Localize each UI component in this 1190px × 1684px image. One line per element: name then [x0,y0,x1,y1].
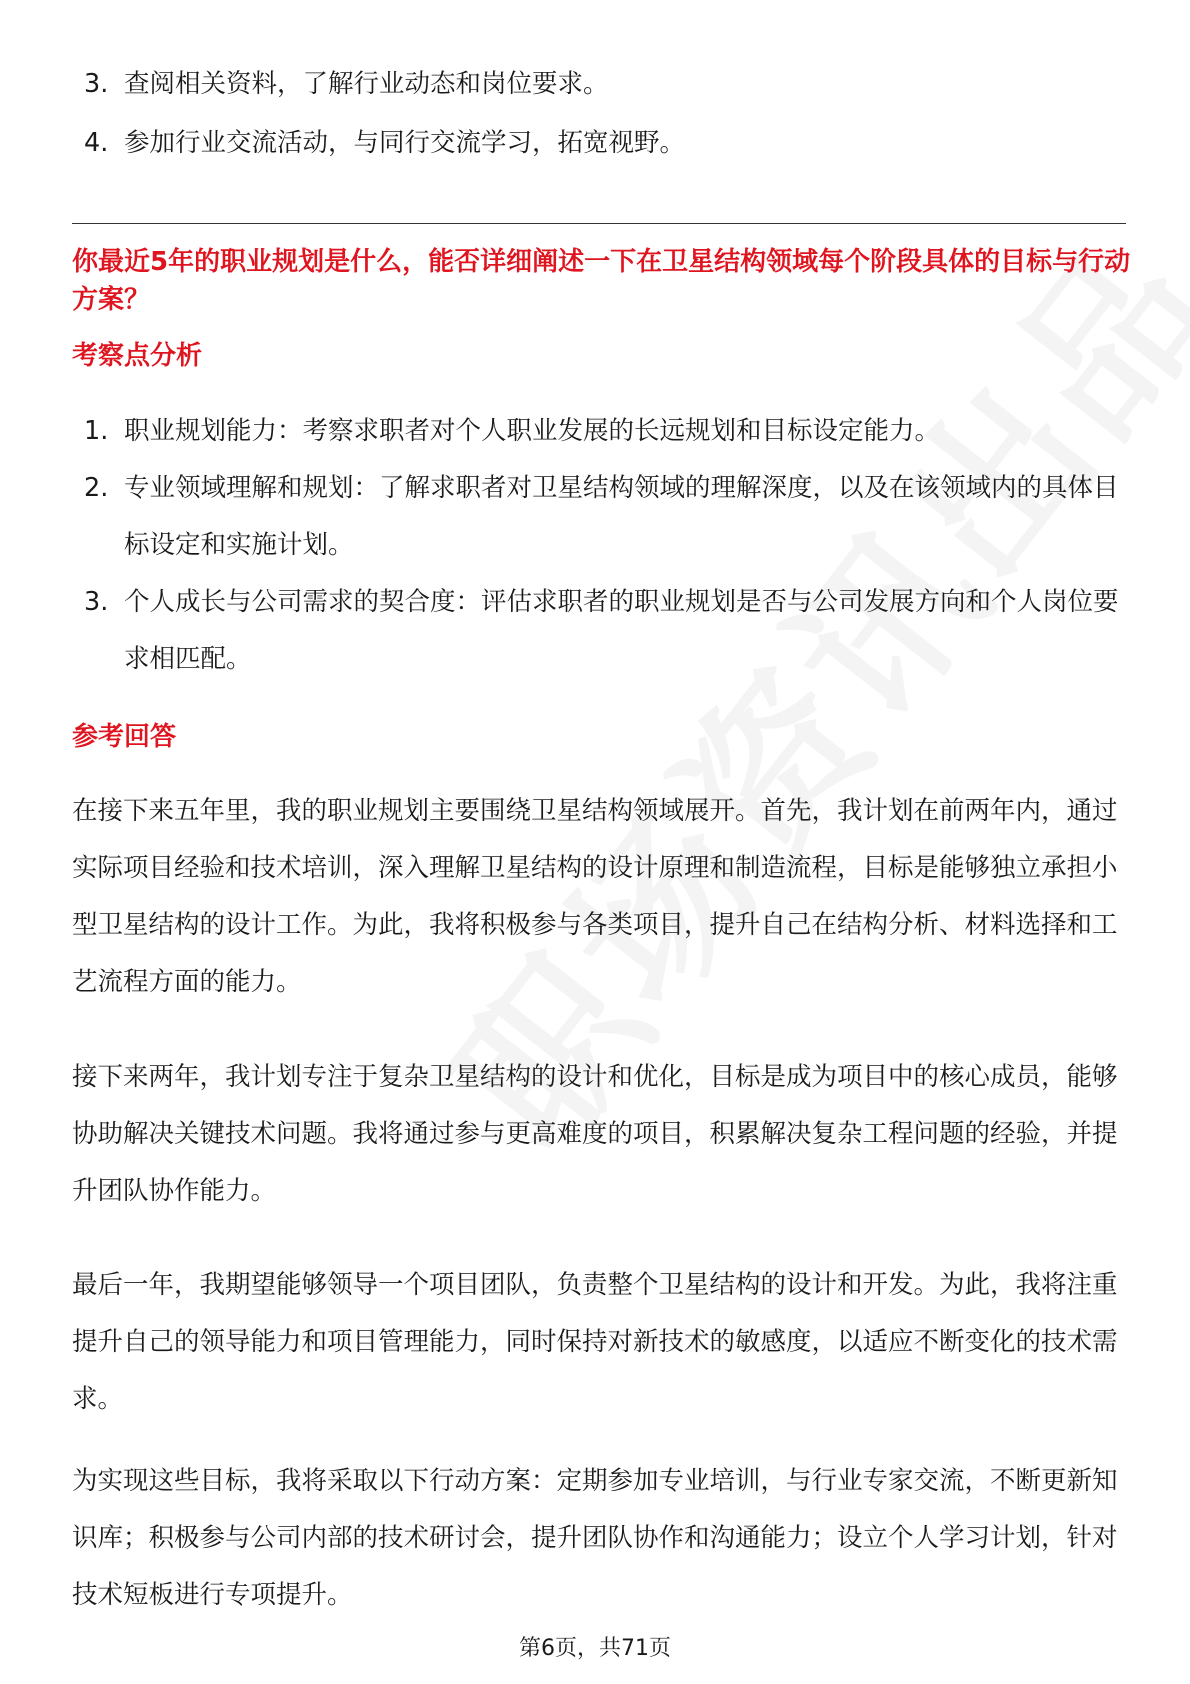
list-item-number: 2. [84,473,109,503]
answer-heading: 参考回答 [72,722,177,752]
list-item-text: 查阅相关资料，了解行业动态和岗位要求。 [124,69,609,99]
list-item-text: 专业领域理解和规划：了解求职者对卫星结构领域的理解深度，以及在该领域内的具体目标设定和实施计划。 [124,473,1119,560]
list-item [0,574,1124,688]
list-item-number: 3. [84,587,109,617]
list-item-text: 参加行业交流活动，与同行交流学习，拓宽视野。 [124,128,686,158]
analysis-list [0,403,1124,688]
analysis-heading: 考察点分析 [72,341,203,371]
list-item [0,460,1124,574]
answer-paragraph: 最后一年，我期望能够领导一个项目团队，负责整个卫星结构的设计和开发。为此，我将注重提升自己的领导能力和项目管理能力，同时保持对新技术的敏感度，以适应不断变化的技术需求。 [72,1270,1118,1414]
answer-paragraph: 为实现这些目标，我将采取以下行动方案：定期参加专业培训，与行业专家交流，不断更新知识库；积极参与公司内部的技术研讨会，提升团队协作和沟通能力；设立个人学习计划，针对技术短板进行专项提升。 [72,1466,1118,1610]
list-item [0,403,1124,460]
top-numbered-list [0,56,1124,174]
page-footer: 第6页，共71页 [519,1636,671,1661]
answer-paragraph: 在接下来五年里，我的职业规划主要围绕卫星结构领域展开。首先，我计划在前两年内，通过实际项目经验和技术培训，深入理解卫星结构的设计原理和制造流程，目标是能够独立承担小型卫星结构的设计工作。为此，我将积极参与各类项目，提升自己在结构分析、材料选择和工艺流程方面的能力。 [72,796,1118,997]
list-item-number: 4. [84,128,109,158]
answer-paragraph: 接下来两年，我计划专注于复杂卫星结构的设计和优化，目标是成为项目中的核心成员，能够协助解决关键技术问题。我将通过参与更高难度的项目，积累解决复杂工程问题的经验，并提升团队协作能力。 [72,1062,1118,1206]
list-item-text: 个人成长与公司需求的契合度：评估求职者的职业规划是否与公司发展方向和个人岗位要求相匹配。 [124,587,1119,674]
list-item-number: 1. [84,416,109,446]
list-item-text: 职业规划能力：考察求职者对个人职业发展的长远规划和目标设定能力。 [124,416,941,446]
list-item [0,115,1124,172]
list-item-number: 3. [84,69,109,99]
list-item [0,56,1124,113]
section-divider [72,223,1126,224]
question-heading: 你最近5年的职业规划是什么，能否详细阐述一下在卫星结构领域每个阶段具体的目标与行动方案？ [72,247,1131,315]
